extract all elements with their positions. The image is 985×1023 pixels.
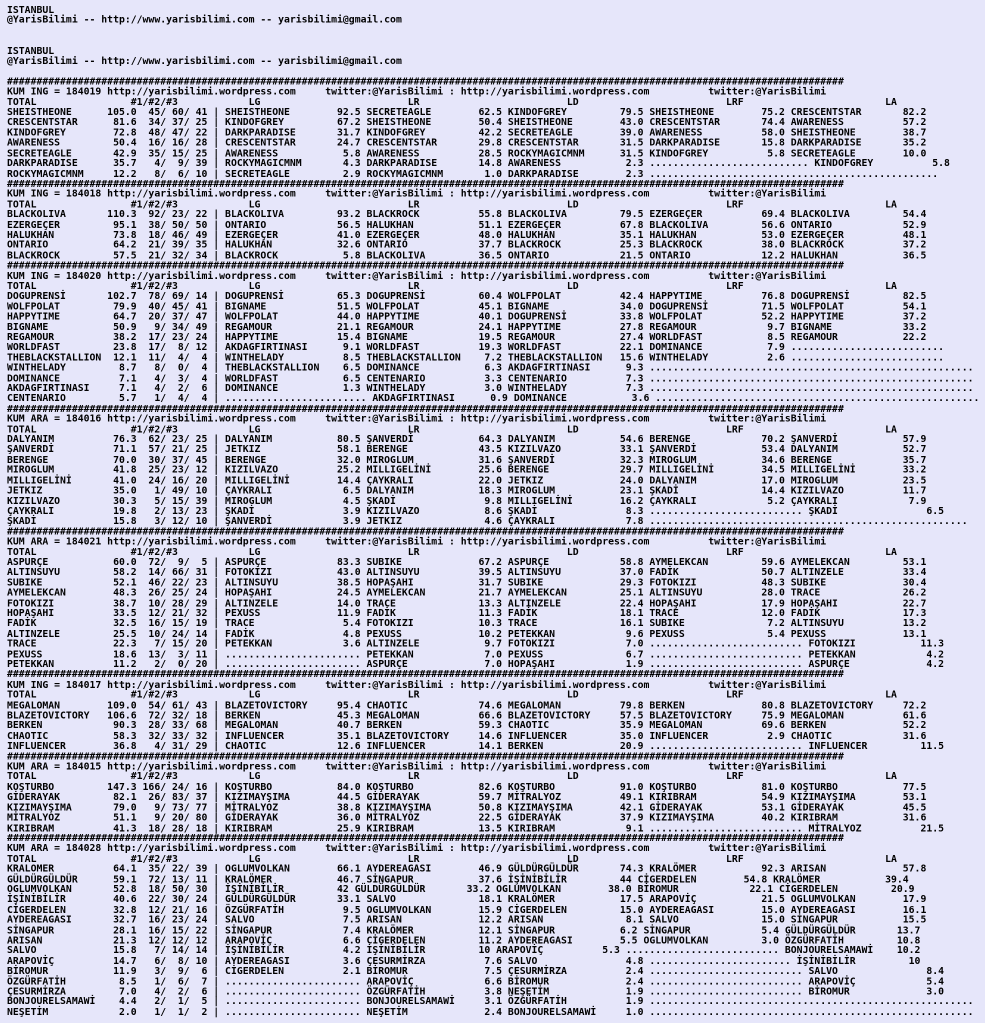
column-headers: TOTAL #1/#2/#3 LG LR LD LRF LA bbox=[7, 199, 897, 211]
runner-row: KRALOMER 64.1 35/ 22/ 39 | OGLUMVOLKAN 66.1 AYDEREAGASI 46.9 GÜLDÜRGÜLDÜR 74.3 KRALÖMER 92.3 ARISAN 57.8 bbox=[7, 863, 927, 875]
race-ratings-document bbox=[7, 5, 980, 1018]
runner-row: BLAZETOVICTORY 106.6 72/ 32/ 18 | BERKEN 45.3 MEGALOMAN 66.6 BLAZETOVICTORY 57.5 BLAZETOVICTORY 75.9 MEGALOMAN 61.6 bbox=[7, 710, 927, 722]
runner-row: AWARENESS 50.4 16/ 16/ 28 | CRESCENTSTAR 24.7 CRESCENTSTAR 29.8 CRESCENTSTAR 31.5 DARKPARADISE 15.8 DARKPARADISE 35.2 bbox=[7, 137, 927, 149]
site-contact-line: @YarisBilimi -- http://www.yarisbilimi.com -- yarisbilimi@gmail.com bbox=[7, 15, 402, 27]
separator-line: ############################################################################################################################################## bbox=[7, 669, 844, 681]
runner-row: MILLIGELİNİ 41.0 24/ 16/ 20 | MILLIGELİNİ 14.4 ÇAYKRALI 22.0 JETKIZ 24.0 DALYANIM 17.0 MIROGLUM 23.5 bbox=[7, 475, 927, 487]
runner-row: DALYANIM 76.3 62/ 23/ 25 | DALYANIM 80.5 ŞANVERDİ 64.3 DALYANIM 54.6 BERENGE 70.2 ŞANVERDİ 57.9 bbox=[7, 434, 927, 446]
column-headers: TOTAL #1/#2/#3 LG LR LD LRF LA bbox=[7, 853, 897, 865]
runner-row: BIGNAME 50.9 9/ 34/ 49 | REGAMOUR 21.1 REGAMOUR 24.1 HAPPYTIME 27.8 REGAMOUR 9.7 BIGNAME 33.2 bbox=[7, 321, 927, 333]
runner-row: OGLUMVOLKAN 52.8 18/ 50/ 30 | İŞİNİBİLİR 42 GÜLDÜRGÜLDÜR 33.2 OGLUMVOLKAN 38.0 BİROMUR 22.1 CİGERDELEN 20.9 bbox=[7, 884, 915, 896]
runner-row: FOTOKIZI 38.7 10/ 28/ 29 | ALTINZELE 14.0 TRACE 13.3 ALTINZELE 22.4 HOPAŞAHI 17.9 HOPAŞAHI 22.7 bbox=[7, 598, 927, 609]
race-header: KUM ING = 184017 http://yarisbilimi.wordpress.com twitter:@YarisBilimi : http://yarisbilimi.wordpress.com twitter:@YarisBilimi bbox=[7, 679, 827, 691]
runner-row: INFLUENCER 36.8 4/ 31/ 29 | CHAOTIC 12.6 INFLUENCER 14.1 BERKEN 20.9 .......................... INFLUENCER 11.5 bbox=[7, 741, 945, 752]
race-block bbox=[7, 752, 958, 834]
column-headers: TOTAL #1/#2/#3 LG LR LD LRF LA bbox=[7, 690, 897, 701]
race-block bbox=[7, 671, 958, 753]
race-block bbox=[7, 260, 980, 405]
runner-row: KOŞTURBO 147.3 166/ 24/ 16 | KOŞTURBO 84.0 KOŞTURBO 82.6 KOŞTURBO 91.0 KOŞTURBO 81.0 KOŞTURBO 77.5 bbox=[7, 782, 927, 793]
runner-row: EZERGEÇER 95.1 38/ 50/ 50 | ONTARIO 56.5 HALUKHAN 51.1 EZERGEÇER 67.8 BLACKOLIVA 56.6 ONTARIO 52.9 bbox=[7, 219, 927, 231]
runner-row: BLACKROCK 57.5 21/ 32/ 34 | BLACKROCK 5.8 BLACKOLIVA 36.5 ONTARIO 21.5 ONTARIO 12.2 HALUKHAN 36.5 bbox=[7, 250, 927, 262]
runner-row: AYDEREAGASI 32.7 16/ 23/ 24 | SALVO 7.5 ARISAN 12.2 ARISAN 8.1 SALVO 15.0 SİNGAPUR 15.5 bbox=[7, 914, 927, 926]
runner-row: NEŞETİM 2.0 1/ 1/ 2 | ....................... NEŞETİM 2.4 BONJOURELSAMAWİ 1.0 ....................................................... bbox=[7, 1007, 974, 1018]
race-header: KUM ING = 184020 http://yarisbilimi.wordpress.com twitter:@YarisBilimi : http://yarisbilimi.wordpress.com twitter:@YarisBilimi bbox=[7, 270, 827, 282]
runner-row: AKDAGFIRTINASI 7.1 4/ 2/ 6 | DOMINANCE 1.3 WINTHELADY 3.0 WINTHELADY 7.3 ....................................................... bbox=[7, 383, 974, 395]
race-block bbox=[7, 403, 968, 528]
runner-row: KIRIBRAM 41.3 18/ 28/ 18 | KIRIBRAM 25.9 KIRIBRAM 13.5 KIRIBRAM 9.1 .......................... MİTRALYOZ 21.5 bbox=[7, 822, 945, 834]
runner-row: TRACE 22.3 7/ 15/ 20 | PETEKKAN 3.6 ALTINZELE 9.7 FOTOKIZI 7.0 .......................... FOTOKIZI 11.3 bbox=[7, 638, 945, 650]
runner-row: GÜLDÜRGÜLDÜR 59.1 72/ 13/ 11 | KRALÖMER 46.7 SİNGAPUR 37.6 İŞİNİBİLİR 44 CİGERDELEN 54.8 KRALÖMER 39.4 bbox=[7, 874, 909, 885]
separator-line: ############################################################################################################################################## bbox=[7, 178, 844, 190]
runner-row: JETKIZ 35.0 1/ 49/ 10 | ÇAYKRALI 6.5 DALYANIM 18.3 MIROGLUM 23.1 ŞKADİ 14.4 KIZILVAZO 11.7 bbox=[7, 485, 927, 497]
runner-row: SECRETEAGLE 42.9 35/ 15/ 25 | AWARENESS 5.8 AWARENESS 28.5 ROCKYMAGICMNM 31.5 KINDOFGREY 5.8 SECRETEAGLE 10.0 bbox=[7, 148, 927, 159]
column-headers: TOTAL #1/#2/#3 LG LR LD LRF LA bbox=[7, 424, 897, 436]
runner-row: BLACKOLIVA 110.3 92/ 23/ 22 | BLACKOLIVA 93.2 BLACKROCK 55.8 BLACKOLIVA 79.5 EZERGEÇER 69.4 BLACKOLIVA 54.4 bbox=[7, 209, 927, 221]
runner-row: AYMELEKCAN 48.3 26/ 25/ 24 | HOPAŞAHI 24.5 AYMELEKCAN 21.7 AYMELEKCAN 25.1 ALTINSUYU 28.0 TRACE 26.2 bbox=[7, 587, 927, 599]
runner-row: SHEISTHEONE 105.0 45/ 60/ 41 | SHEISTHEONE 92.5 SECRETEAGLE 62.5 KINDOFGREY 79.5 SHEISTHEONE 75.2 CRESCENTSTAR 82.2 bbox=[7, 107, 927, 119]
runner-row: ÇESURMİRZA 7.0 4/ 2/ 6 | ....................... ÖZGÜRFATİH 3.8 NEŞETİM 1.9 .......................... BİROMUR 3.0 bbox=[7, 986, 945, 998]
runner-row: ONTARIO 64.2 21/ 39/ 35 | HALUKHAN 32.6 ONTARIO 37.7 BLACKROCK 25.3 BLACKROCK 38.0 BLACKROCK 37.2 bbox=[7, 240, 927, 251]
race-block bbox=[7, 180, 958, 262]
runner-row: MIROGLUM 41.8 25/ 23/ 12 | KIZILVAZO 25.2 MILLIGELİNİ 25.6 BERENGE 29.7 MILLIGELİNİ 34.5 MILLIGELİNİ 33.2 bbox=[7, 465, 927, 476]
runner-row: CHAOTIC 58.3 32/ 33/ 32 | INFLUENCER 35.1 BLAZETOVICTORY 14.6 INFLUENCER 35.0 INFLUENCER 2.9 CHAOTIC 31.6 bbox=[7, 730, 927, 742]
runner-row: DOMINANCE 7.1 4/ 3/ 4 | WORLDFAST 6.5 CENTENARIO 3.3 CENTENARIO 7.3 ....................................................... bbox=[7, 373, 974, 384]
runner-row: BONJOURELSAMAWİ 4.4 2/ 1/ 5 | ....................... BONJOURELSAMAWİ 3.1 ÖZGÜRFATİH 1.9 ....................................................... bbox=[7, 996, 974, 1008]
runner-row: CENTENARIO 5.7 1/ 4/ 4 | ........................ AKDAGFIRTINASI 0.9 DOMINANCE 3.6 ....................................................... bbox=[7, 393, 980, 405]
race-block bbox=[7, 527, 958, 670]
runner-row: THEBLACKSTALLION 12.1 11/ 4/ 4 | WINTHELADY 8.5 THEBLACKSTALLION 7.2 THEBLACKSTALLION 15.6 WINTHELADY 2.6 .......................... bbox=[7, 352, 945, 364]
runner-row: WINTHELADY 8.7 8/ 0/ 4 | THEBLACKSTALLION 6.5 DOMINANCE 6.3 AKDAGFIRTINASI 9.3 ....................................................... bbox=[7, 362, 974, 374]
runner-row: SİNGAPUR 28.1 16/ 15/ 22 | SİNGAPUR 7.4 KRALÖMER 12.1 SİNGAPUR 6.2 SİNGAPUR 5.4 GÜLDÜRGÜLDÜR 13.7 bbox=[7, 925, 921, 937]
runner-row: ALTINZELE 25.5 10/ 24/ 14 | FADİK 4.8 PEXUSS 10.2 PETEKKAN 9.6 PEXUSS 5.4 PEXUSS 13.1 bbox=[7, 628, 927, 640]
city-title: ISTANBUL bbox=[7, 5, 55, 16]
runner-row: SALVO 15.8 7/ 14/ 14 | İŞİNİBİLİR 4.2 İŞİNİBİLİR 10 ARAPOVİÇ 5.3 .......................... BONJOURELSAMAWİ 10.2 bbox=[7, 945, 921, 957]
runner-row: HOPAŞAHI 33.5 12/ 21/ 32 | PEXUSS 11.9 FADİK 11.3 FADİK 18.1 TRACE 12.0 FADİK 17.3 bbox=[7, 608, 927, 620]
runner-row: ASPURÇE 60.0 72/ 9/ 5 | ASPURÇE 83.3 SUBIKE 67.2 ASPURÇE 58.8 AYMELEKCAN 59.6 AYMELEKCAN 53.1 bbox=[7, 557, 927, 568]
runner-row: MEGALOMAN 109.0 54/ 61/ 43 | BLAZETOVICTORY 95.4 CHAOTIC 74.6 MEGALOMAN 79.8 BERKEN 80.8 BLAZETOVICTORY 72.2 bbox=[7, 700, 927, 712]
column-headers: TOTAL #1/#2/#3 LG LR LD LRF LA bbox=[7, 546, 897, 558]
race-header: KUM ING = 184018 http://yarisbilimi.wordpress.com twitter:@YarisBilimi : http://yarisbilimi.wordpress.com twitter:@YarisBilimi bbox=[7, 189, 827, 200]
race-block bbox=[7, 833, 974, 1018]
blank-line bbox=[7, 37, 958, 47]
runner-row: KIZILVAZO 30.3 5/ 15/ 39 | MIROGLUM 4.5 ŞKADİ 9.8 MILLIGELİNİ 16.2 ÇAYKRALI 5.2 ÇAYKRALI 7.9 bbox=[7, 495, 927, 507]
race-header: KUM ARA = 184015 http://yarisbilimi.wordpress.com twitter:@YarisBilimi : http://yarisbilimi.wordpress.com twitter:@YarisBilimi bbox=[7, 761, 827, 773]
runner-row: ARAPOVİÇ 14.7 6/ 8/ 10 | AYDEREAGASI 3.6 ÇESURMİRZA 7.6 SALVO 4.8 ........................ İŞİNİBİLİR 10 bbox=[7, 955, 921, 967]
runner-row: CRESCENTSTAR 81.6 34/ 37/ 25 | KINDOFGREY 67.2 SHEISTHEONE 50.4 SHEISTHEONE 43.0 CRESCENTSTAR 74.4 AWARENESS 57.2 bbox=[7, 117, 927, 129]
race-header: KUM ING = 184019 http://yarisbilimi.wordpress.com twitter:@YarisBilimi : http://yarisbilimi.wordpress.com twitter:@YarisBilimi bbox=[7, 86, 827, 98]
runner-row: BERKEN 90.3 28/ 33/ 68 | MEGALOMAN 40.7 BERKEN 59.3 CHAOTIC 35.9 MEGALOMAN 69.6 BERKEN 52.2 bbox=[7, 720, 927, 732]
separator-line: ############################################################################################################################################## bbox=[7, 76, 844, 88]
runner-row: PETEKKAN 11.2 2/ 0/ 20 | ....................... ASPURÇE 7.0 HOPAŞAHI 1.9 .......................... ASPURÇE 4.2 bbox=[7, 659, 945, 671]
runner-row: ÇAYKRALI 19.8 2/ 13/ 23 | ŞKADİ 3.9 KIZILVAZO 8.6 ŞKADİ 8.3 .......................... ŞKADİ 6.5 bbox=[7, 506, 945, 517]
runner-row: WOLFPOLAT 79.9 40/ 45/ 41 | BIGNAME 51.5 WOLFPOLAT 45.1 BIGNAME 34.0 DOGUPRENSİ 71.5 WOLFPOLAT 54.1 bbox=[7, 301, 927, 313]
runner-row: REGAMOUR 38.2 17/ 23/ 24 | HAPPYTIME 15.4 BIGNAME 19.5 REGAMOUR 27.4 WORLDFAST 8.5 REGAMOUR 22.2 bbox=[7, 332, 927, 344]
runner-row: ÖZGÜRFATİH 8.5 1/ 6/ 7 | ....................... ARAPOVİÇ 6.6 BİROMUR 2.4 .......................... ARAPOVİÇ 5.4 bbox=[7, 976, 945, 988]
separator-line: ############################################################################################################################################## bbox=[7, 260, 844, 272]
runner-row: BERENGE 70.0 30/ 37/ 45 | BERENGE 32.0 MIROGLUM 31.6 ŞANVERDİ 32.3 MIROGLUM 34.6 BERENGE 35.7 bbox=[7, 454, 927, 466]
runner-row: CİGERDELEN 32.8 12/ 21/ 16 | ÖZGÜRFATİH 9.5 OGLUMVOLKAN 15.9 CİGERDELEN 15.0 AYDEREAGASI 15.0 AYDEREAGASI 16.1 bbox=[7, 904, 927, 916]
column-headers: TOTAL #1/#2/#3 LG LR LD LRF LA bbox=[7, 97, 897, 108]
runner-row: HAPPYTIME 64.7 20/ 37/ 47 | WOLFPOLAT 44.0 HAPPYTIME 40.1 DOGUPRENSİ 33.8 WOLFPOLAT 52.2 HAPPYTIME 37.2 bbox=[7, 311, 927, 323]
runner-row: KINDOFGREY 72.8 48/ 47/ 22 | DARKPARADISE 31.7 KINDOFGREY 42.2 SECRETEAGLE 39.0 AWARENESS 58.0 SHEISTHEONE 38.7 bbox=[7, 127, 927, 139]
separator-line: ############################################################################################################################################## bbox=[7, 403, 844, 415]
column-headers: TOTAL #1/#2/#3 LG LR LD LRF LA bbox=[7, 281, 897, 292]
runner-row: BİROMUR 11.9 3/ 9/ 6 | CİGERDELEN 2.1 BİROMUR 7.5 ÇESURMİRZA 2.4 .......................... SALVO 8.4 bbox=[7, 966, 945, 977]
runner-row: FADİK 32.5 16/ 15/ 19 | TRACE 5.4 FOTOKIZI 10.3 TRACE 16.1 SUBIKE 7.2 ALTINSUYU 13.2 bbox=[7, 618, 927, 630]
runner-row: WORLDFAST 23.8 17/ 8/ 12 | AKDAGFIRTINASI 9.1 WORLDFAST 19.3 WORLDFAST 22.1 DOMINANCE 7.9 .......................... bbox=[7, 342, 945, 354]
separator-line: ############################################################################################################################################## bbox=[7, 833, 844, 845]
runner-row: ARISAN 21.3 12/ 12/ 12 | ARAPOVİÇ 6.6 CİGERDELEN 11.2 AYDEREAGASI 5.5 OGLUMVOLKAN 3.0 ÖZGÜRFATİH 10.8 bbox=[7, 935, 921, 947]
runner-row: MİTRALYOZ 51.1 9/ 20/ 80 | GİDERAYAK 36.0 MİTRALYOZ 22.5 GİDERAYAK 37.9 KIZIMAYŞIMA 40.2 KIRIBRAM 31.6 bbox=[7, 812, 927, 824]
runner-row: GİDERAYAK 82.1 26/ 83/ 37 | KIZIMAYŞIMA 44.5 GİDERAYAK 59.7 MİTRALYOZ 49.1 KIRIBRAM 54.9 KIZIMAYŞIMA 53.1 bbox=[7, 792, 927, 804]
runner-row: İŞİNİBİLİR 40.6 22/ 30/ 24 | GÜLDÜRGÜLDÜR 33.1 SALVO 18.1 KRALÖMER 17.5 ARAPOVİÇ 21.5 OGLUMVOLKAN 17.9 bbox=[7, 894, 927, 906]
race-header: KUM ARA = 184016 http://yarisbilimi.wordpress.com twitter:@YarisBilimi : http://yarisbilimi.wordpress.com twitter:@YarisBilimi bbox=[7, 413, 827, 425]
runner-row: ŞKADİ 15.8 3/ 12/ 10 | ŞANVERDİ 3.9 JETKIZ 4.6 ÇAYKRALI 7.8 ...................................................... bbox=[7, 516, 968, 528]
race-header: KUM ARA = 184028 http://yarisbilimi.wordpress.com twitter:@YarisBilimi : http://yarisbilimi.wordpress.com twitter:@YarisBilimi bbox=[7, 843, 827, 855]
separator-line: ############################################################################################################################################## bbox=[7, 751, 844, 763]
runner-row: SUBIKE 52.1 46/ 22/ 23 | ALTINSUYU 38.5 HOPAŞAHI 31.7 SUBIKE 29.3 FOTOKIZI 48.3 SUBIKE 30.4 bbox=[7, 577, 927, 589]
site-contact-line: @YarisBilimi -- http://www.yarisbilimi.com -- yarisbilimi@gmail.com bbox=[7, 56, 402, 67]
city-title: ISTANBUL bbox=[7, 45, 55, 57]
race-block bbox=[7, 78, 958, 180]
race-header: KUM ARA = 184021 http://yarisbilimi.wordpress.com twitter:@YarisBilimi : http://yarisbilimi.wordpress.com twitter:@YarisBilimi bbox=[7, 536, 827, 548]
runner-row: ALTINSUYU 58.2 14/ 66/ 31 | FOTOKIZI 43.0 ALTINSUYU 39.5 ALTINSUYU 37.0 FADİK 50.7 ALTINZELE 33.4 bbox=[7, 567, 927, 579]
runner-row: HALUKHAN 73.8 18/ 46/ 49 | EZERGEÇER 41.0 EZERGEÇER 48.0 HALUKHAN 35.1 HALUKHAN 53.0 EZERGEÇER 48.1 bbox=[7, 229, 927, 241]
runner-row: KIZIMAYŞIMA 79.0 9/ 73/ 77 | MİTRALYOZ 38.8 KIZIMAYŞIMA 50.8 KIZIMAYŞIMA 42.1 GİDERAYAK 53.1 GİDERAYAK 45.5 bbox=[7, 802, 927, 814]
blank-line bbox=[7, 26, 958, 36]
runner-row: DOGUPRENSİ 102.7 78/ 69/ 14 | DOGUPRENSİ 65.3 DOGUPRENSİ 60.4 WOLFPOLAT 42.4 HAPPYTIME 76.8 DOGUPRENSİ 82.5 bbox=[7, 291, 927, 303]
runner-row: DARKPARADISE 35.7 4/ 9/ 39 | ROCKYMAGICMNM 4.3 DARKPARADISE 14.8 AWARENESS 2.3 ........................... KINDOFGREY 5.8 bbox=[7, 158, 950, 170]
runner-row: ROCKYMAGICMNM 12.2 8/ 6/ 10 | SECRETEAGLE 2.9 ROCKYMAGICMNM 1.0 DARKPARADISE 2.3 ................................................. bbox=[7, 168, 939, 180]
separator-line: ############################################################################################################################################## bbox=[7, 526, 844, 538]
page-header bbox=[7, 6, 958, 78]
runner-row: PEXUSS 18.6 13/ 3/ 11 | ....................... PETEKKAN 7.0 PEXUSS 6.7 .......................... PETEKKAN 4.2 bbox=[7, 649, 945, 660]
runner-row: ŞANVERDİ 71.1 57/ 21/ 25 | JETKIZ 58.1 BERENGE 43.5 KIZILVAZO 33.1 ŞANVERDİ 53.4 DALYANIM 52.7 bbox=[7, 444, 927, 456]
race-blocks bbox=[7, 76, 980, 1019]
column-headers: TOTAL #1/#2/#3 LG LR LD LRF LA bbox=[7, 771, 897, 783]
